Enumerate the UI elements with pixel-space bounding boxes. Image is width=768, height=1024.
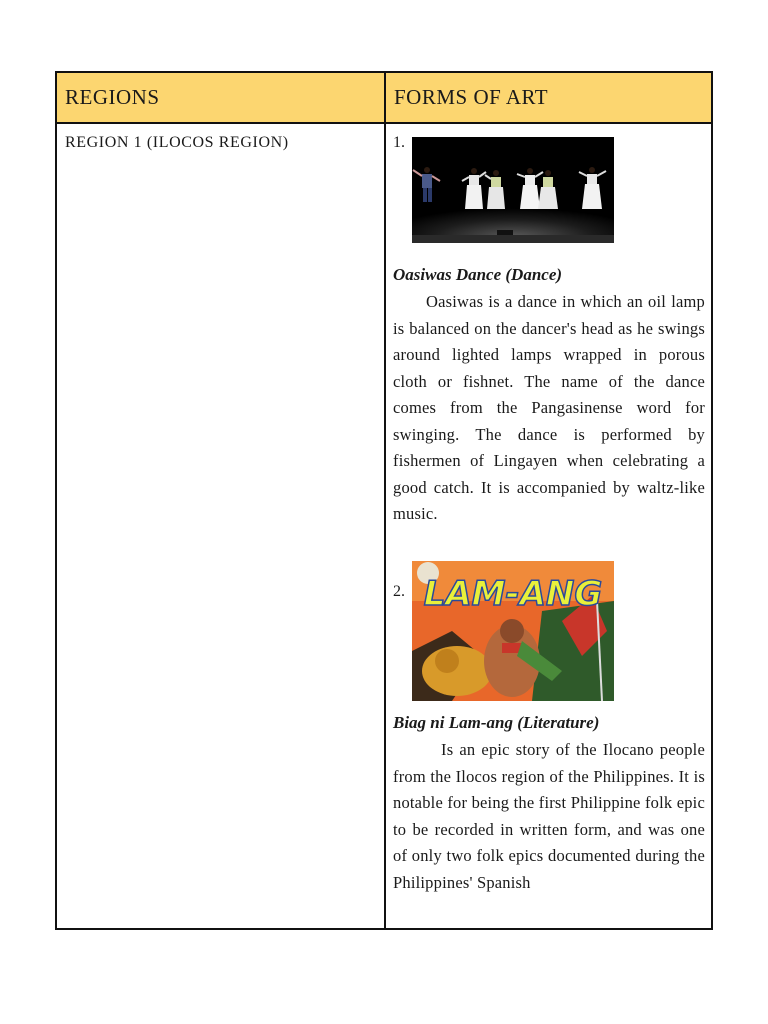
regions-arts-table [55,71,713,930]
header-regions: REGIONS [65,85,160,109]
dance-stage-image [412,137,614,243]
art-title-2: Biag ni Lam-ang (Literature) [393,713,600,732]
art-number-1: 1. [393,134,405,151]
oasiwas-dance-photo [412,137,614,243]
art-description-2: Is an epic story of the Ilocano people from the Ilocos region of the Philippines. It is notable for being the first Philippine folk epic to be recorded in written form, and was one of only two folk epics documented during the Philippines' Spanish [393,740,705,892]
column-divider [384,73,386,928]
lam-ang-comic-image [412,561,614,701]
region-name: REGION 1 (ILOCOS REGION) [65,134,289,151]
lam-ang-image-title: LAM-ANG [423,574,603,614]
art-number-2: 2. [393,583,405,600]
biag-ni-lam-ang-illustration [412,561,614,701]
art-title-1: Oasiwas Dance (Dance) [393,265,563,284]
forms-of-art-column [393,73,705,928]
art-description-1: Oasiwas is a dance in which an oil lamp is balanced on the dancer's head as he swings around lighted lamps wrapped in porous cloth or fishnet. The name of the dance comes from the Pangasinense word for swinging. The dance is performed by fishermen of Lingayen when celebrating a good catch. It is accompanied by waltz-like music. [393,292,705,523]
header-forms-of-art: FORMS OF ART [394,85,549,109]
